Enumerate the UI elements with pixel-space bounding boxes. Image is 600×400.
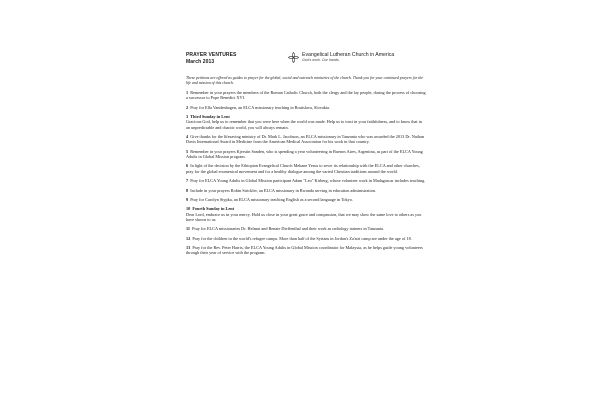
prayer-item: 9 Pray for Carolyn Stypka, an ELCA missionary teaching English as a second language in Tokyo. — [186, 196, 353, 202]
prayer-item: 1 Remember in your prayers the members of the Roman Catholic Church, both the clergy and the lay people, during the process of choosing a successor to Pope Benedict XVI. — [186, 90, 426, 101]
logo-tagline: God's work. Our hands. — [302, 58, 340, 62]
logo-name: Evangelical Lutheran Church in America — [302, 52, 395, 58]
elca-logo — [288, 52, 394, 63]
document-title — [186, 52, 237, 65]
elca-cross-icon — [288, 52, 299, 63]
document-header — [186, 52, 426, 76]
intro-text: These petitions are offered as guides to prayer for the global, social and outreach ministries of the church. Thank you for your continued prayers for the life and mission of this church. — [186, 76, 424, 85]
prayer-item: 5 Remember in your prayers Kjerstin Sanden, who is spending a year volunteering in Buenos Aires, Argentina, as part of the ELCA Young Adults in Global Mission program. — [186, 148, 423, 160]
prayer-item: 10 Fourth Sunday in Lent Dear Lord, embrace us in your mercy. Hold us close in your great grace and compassion, that we may show the same love to others as you have shown to us. — [186, 206, 422, 222]
prayer-item: 7 Pray for ELCA Young Adults in Global Mission participant Adam "Leo" Kirberg, whose volunteer work in Madagascar includes teaching. — [186, 178, 426, 184]
prayer-item: 12 Pray for the children in the world's refugee camps. More than half of the Syrians in Jordan's Za'atri camp are under the age of 18. — [186, 235, 412, 241]
prayer-item: 3 Third Sunday in Lent Gracious God, help us to remember that you were here when the world was made. Help us to trust in your faithfulness, and to know that in an unpredictable and chaotic world, you will always remain. — [186, 114, 422, 130]
date-line: March 2013 — [186, 58, 215, 65]
prayer-item: 13 Pray for the Rev. Peter Harris, the ELCA Young Adults in Global Mission coordinator for Malaysia, as he helps guide young volunteers through their year of service with the program. — [186, 245, 423, 256]
title-line: PRAYER VENTURES — [186, 52, 237, 58]
prayer-item: 2 Pray for Ella Vandenhogen, an ELCA missionary teaching in Bratislava, Slovakia. — [186, 104, 330, 110]
sunday-heading: Third Sunday in Lent — [190, 114, 230, 120]
prayer-item: 4 Give thanks for the lifesaving ministry of Dr. Mark L. Jacobson, an ELCA missionary in Tanzania who was awarded the 2013 Dr. Nathan Davis International Award in Medicine from the American Medical Association for his work in that country. — [186, 134, 424, 145]
document-page — [186, 52, 426, 400]
sunday-heading: Fourth Sunday in Lent — [192, 206, 234, 212]
prayer-item: 11 Pray for ELCA missionaries Dr. Helmut and Renate Dieffenthal and their work as radiology trainers in Tanzania. — [186, 226, 385, 232]
prayer-list — [186, 90, 426, 256]
prayer-item: 8 Include in your prayers Robin Strickler, an ELCA missionary in Rwanda serving in education administration. — [186, 187, 377, 193]
prayer-item: 6 In light of the decision by the Ethiopian Evangelical Church Mekane Yesus to sever its relationship with the ELCA and other churches, pray for the global ecumenical movement and for a healthy dialogue among the varied Christian traditions around the world. — [186, 163, 420, 174]
